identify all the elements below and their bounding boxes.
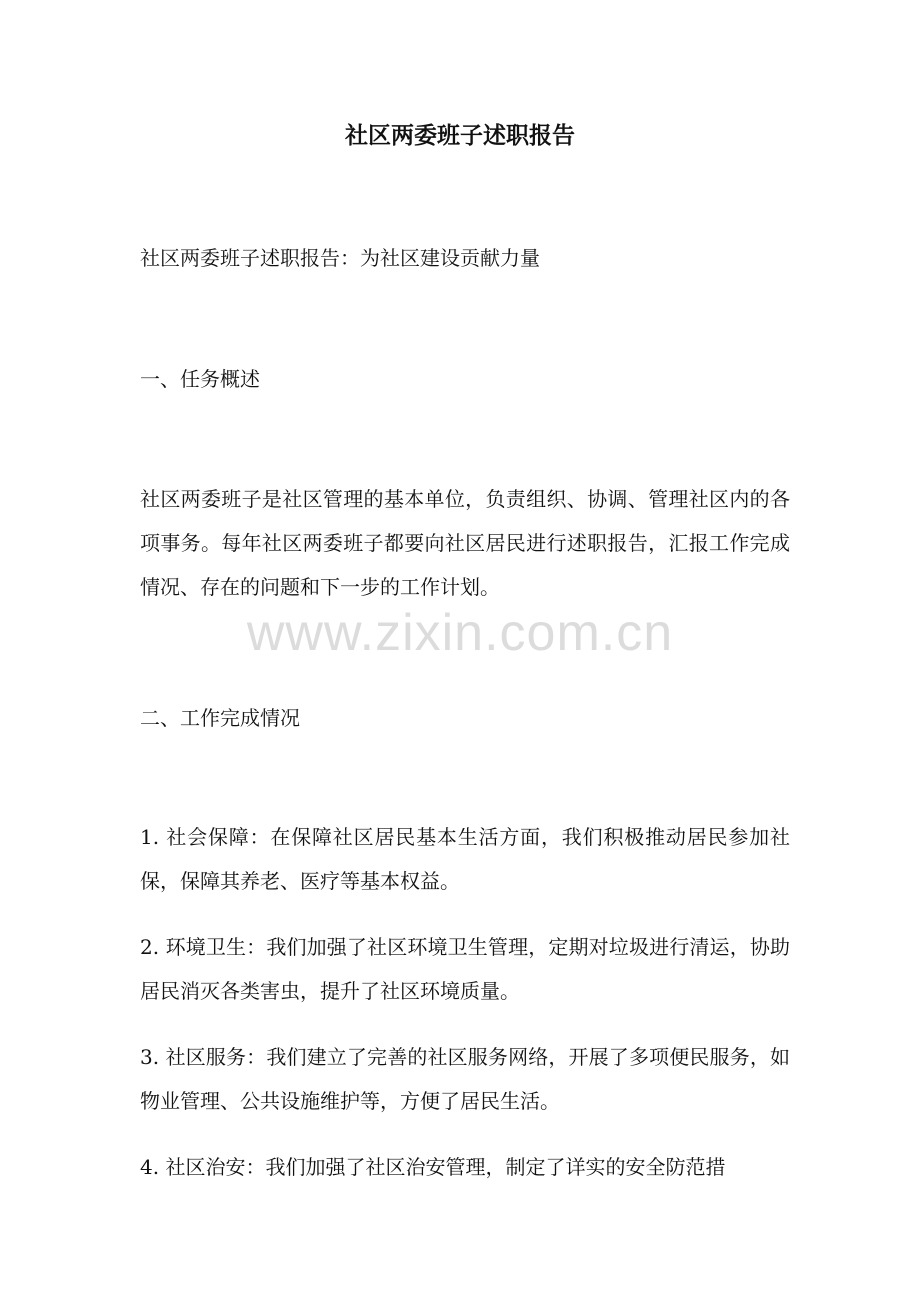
section-heading-work-completion: 二、工作完成情况 <box>140 706 300 730</box>
document-subtitle: 社区两委班子述职报告：为社区建设贡献力量 <box>140 246 540 270</box>
overview-paragraph: 社区两委班子是社区管理的基本单位，负责组织、协调、管理社区内的各项事务。每年社区两委班子都要向社区居民进行述职报告，汇报工作完成情况、存在的问题和下一步的工作计划。 <box>140 487 790 599</box>
list-item-social-security: 1. 社会保障：在保障社区居民基本生活方面，我们积极推动居民参加社保，保障其养老、医疗等基本权益。 <box>140 825 790 893</box>
list-item-public-security: 4. 社区治安：我们加强了社区治安管理，制定了详实的安全防范措 <box>140 1155 726 1179</box>
list-item-community-service: 3. 社区服务：我们建立了完善的社区服务网络，开展了多项便民服务，如物业管理、公共设施维护等，方便了居民生活。 <box>140 1045 790 1113</box>
list-item-environment: 2. 环境卫生：我们加强了社区环境卫生管理，定期对垃圾进行清运，协助居民消灭各类害虫，提升了社区环境质量。 <box>140 935 790 1003</box>
watermark: www.zixin.com.cn <box>246 604 674 662</box>
section-heading-overview: 一、任务概述 <box>140 367 260 391</box>
document-title: 社区两委班子述职报告 <box>345 122 575 149</box>
